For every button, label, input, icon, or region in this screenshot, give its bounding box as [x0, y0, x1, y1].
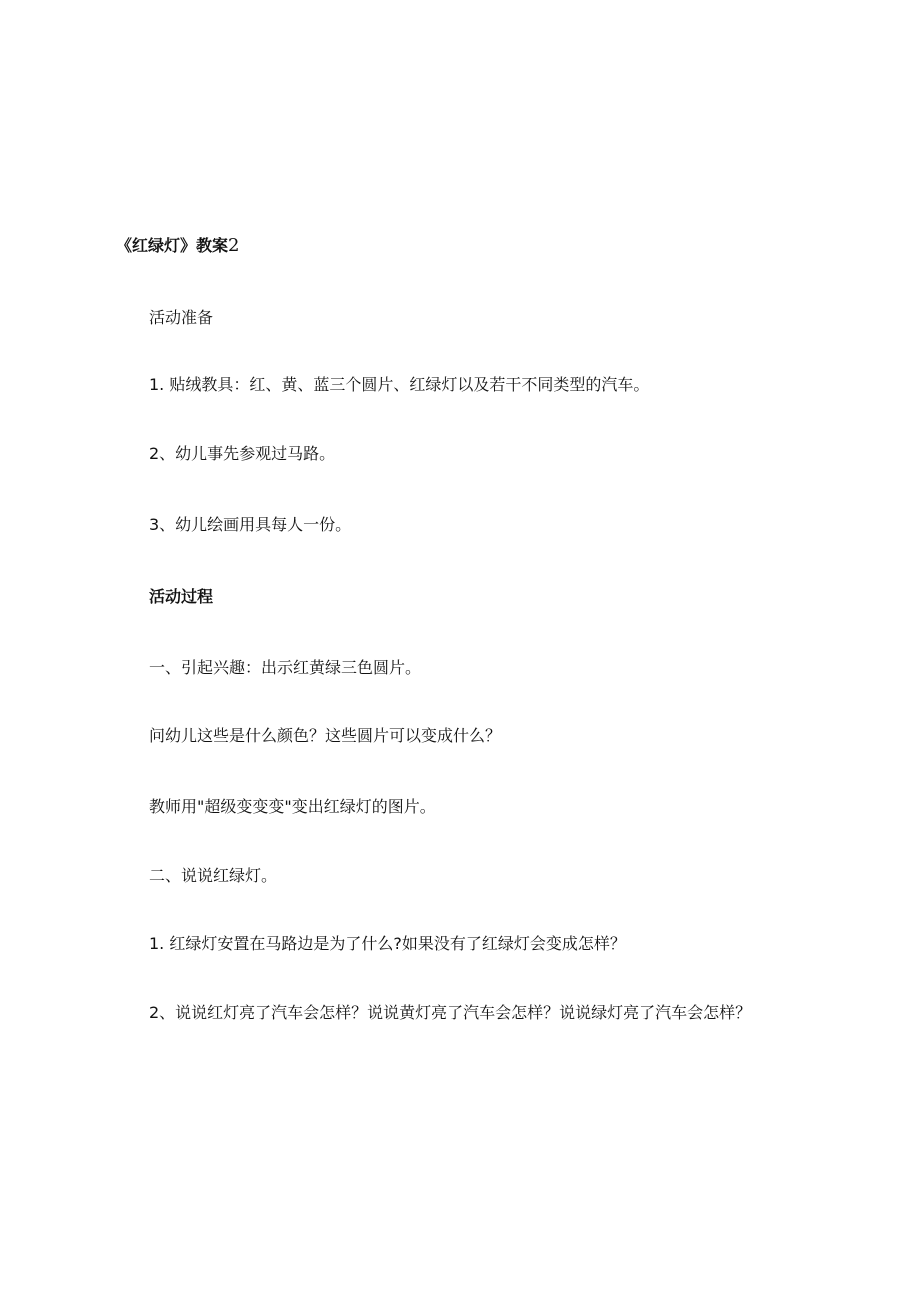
process-part2-line-1: 1. 红绿灯安置在马路边是为了什么?如果没有了红绿灯会变成怎样？	[149, 934, 626, 953]
process-part1-line-1: 问幼儿这些是什么颜色？这些圆片可以变成什么？	[149, 726, 502, 745]
process-part1-heading: 一、引起兴趣：出示红黄绿三色圆片。	[149, 658, 422, 677]
process-part2-heading: 二、说说红绿灯。	[149, 866, 278, 885]
preparation-item-3: 3、幼儿绘画用具每人一份。	[149, 515, 352, 534]
document-title	[116, 236, 239, 256]
preparation-item-2: 2、幼儿事先参观过马路。	[149, 444, 336, 463]
process-part2-line-2: 2、说说红灯亮了汽车会怎样？说说黄灯亮了汽车会怎样？说说绿灯亮了汽车会怎样？	[149, 1003, 752, 1022]
preparation-heading: 活动准备	[149, 308, 214, 327]
preparation-item-1: 1. 贴绒教具：红、黄、蓝三个圆片、红绿灯以及若干不同类型的汽车。	[149, 375, 650, 394]
process-heading: 活动过程	[149, 587, 214, 606]
document-title-number: 2	[228, 235, 240, 256]
document-title-text: 《红绿灯》教案	[116, 236, 229, 255]
process-part1-line-2: 教师用"超级变变变"变出红绿灯的图片。	[149, 797, 436, 816]
